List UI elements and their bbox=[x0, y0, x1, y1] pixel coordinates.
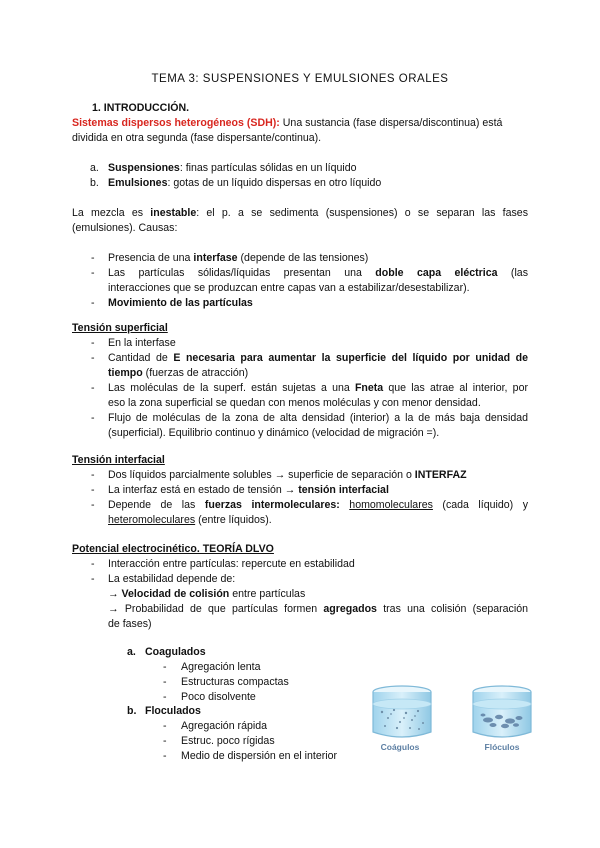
beaker-floculos bbox=[473, 686, 531, 737]
coag-item: Agregación lenta bbox=[181, 661, 261, 673]
page-title: TEMA 3: SUSPENSIONES Y EMULSIONES ORALES bbox=[151, 73, 449, 85]
cause-movimiento: Movimiento de las partículas bbox=[108, 297, 253, 309]
coagulados-heading: Coagulados bbox=[145, 646, 206, 658]
pe-sub-probabilidad: → Probabilidad de que partículas formen agregados tras una colisión (separación bbox=[108, 603, 528, 615]
ts-item-cantidad: Cantidad de E necesaria para aumentar la superficie del líquido por unidad de bbox=[108, 352, 529, 364]
ts-item-flujo-line2: (superficial). Equilibrio continuo y dinámico (velocidad de migración =). bbox=[108, 427, 440, 439]
ts-item-cantidad-line2: tiempo (fuerzas de atracción) bbox=[108, 367, 249, 379]
ti-item-solubles: Dos líquidos parcialmente solubles → superficie de separación o INTERFAZ bbox=[108, 469, 467, 481]
bullet-dash: - bbox=[91, 252, 95, 264]
ts-item-moleculas: Las moléculas de la superf. están sujetas a una Fneta que las atrae al interior, por bbox=[108, 382, 528, 394]
bullet-dash: - bbox=[91, 297, 95, 309]
bullet-dash: - bbox=[91, 573, 95, 585]
ts-item-flujo: Flujo de moléculas de la zona de alta densidad (interior) a la de más baja densidad bbox=[108, 412, 528, 424]
floc-item: Medio de dispersión en el interior bbox=[181, 750, 338, 762]
ts-item-interfase: En la interfase bbox=[108, 337, 176, 349]
beaker-coagulos bbox=[373, 686, 431, 737]
bullet-dash: - bbox=[91, 469, 95, 481]
pe-item-estabilidad: La estabilidad depende de: bbox=[108, 573, 236, 585]
bullet-dash: - bbox=[91, 337, 95, 349]
sdh-definition: Sistemas dispersos heterogéneos (SDH): Una sustancia (fase dispersa/discontinua) está bbox=[72, 117, 503, 129]
bullet-dash: - bbox=[91, 484, 95, 496]
coagulos-floculos-figure bbox=[366, 682, 542, 756]
list-marker: b. bbox=[90, 177, 99, 189]
cause-doble-capa-line2: interacciones que se produzcan entre capas van a estabilizar/desestabilizar). bbox=[108, 282, 470, 294]
bullet-dash: - bbox=[163, 750, 167, 762]
floc-item: Estruc. poco rígidas bbox=[181, 735, 275, 747]
mix-paragraph-line2: (emulsiones). Causas: bbox=[72, 222, 178, 234]
section-heading-potencial: Potencial electrocinético. TEORÍA DLVO bbox=[72, 543, 274, 555]
bullet-dash: - bbox=[163, 676, 167, 688]
floc-item: Agregación rápida bbox=[181, 720, 267, 732]
bullet-dash: - bbox=[163, 661, 167, 673]
sdh-definition-line2: dividida en otra segunda (fase dispersante/continua). bbox=[72, 132, 322, 144]
list-marker: b. bbox=[127, 705, 137, 717]
cause-interfase: Presencia de una interfase (depende de las tensiones) bbox=[108, 252, 369, 264]
section-heading-tension-superficial: Tensión superficial bbox=[72, 322, 168, 334]
section-heading-intro: 1. INTRODUCCIÓN. bbox=[92, 102, 190, 114]
sdh-term: Sistemas dispersos heterogéneos (SDH): bbox=[72, 117, 280, 129]
pe-sub-velocidad: → Velocidad de colisión entre partículas bbox=[108, 588, 306, 600]
cause-doble-capa: Las partículas sólidas/líquidas presentan una doble capa eléctrica (las bbox=[108, 267, 528, 279]
bullet-dash: - bbox=[91, 267, 95, 279]
bullet-dash: - bbox=[91, 499, 95, 511]
pe-sub-probabilidad-line2: de fases) bbox=[108, 618, 152, 630]
bullet-dash: - bbox=[163, 720, 167, 732]
coag-item: Estructuras compactas bbox=[181, 676, 289, 688]
bullet-dash: - bbox=[91, 412, 95, 424]
list-item-suspensiones: Suspensiones: finas partículas sólidas en un líquido bbox=[108, 162, 357, 174]
floculados-heading: Floculados bbox=[145, 705, 201, 717]
ts-item-moleculas-line2: eso la zona superficial se quedan con menos moléculas y con menor densidad. bbox=[108, 397, 481, 409]
mix-paragraph: La mezcla es inestable: el p. a se sedimenta (suspensiones) o se separan las fases bbox=[72, 207, 528, 219]
ti-item-tension: La interfaz está en estado de tensión → tensión interfacial bbox=[108, 484, 389, 496]
bullet-dash: - bbox=[163, 735, 167, 747]
bullet-dash: - bbox=[91, 382, 95, 394]
label-floculos: Flóculos bbox=[484, 742, 520, 752]
coag-item: Poco disolvente bbox=[181, 691, 256, 703]
list-item-emulsiones: Emulsiones: gotas de un líquido dispersas en otro líquido bbox=[108, 177, 382, 189]
list-marker: a. bbox=[127, 646, 136, 658]
ti-item-fuerzas-line2: heteromoleculares (entre líquidos). bbox=[108, 514, 272, 526]
list-marker: a. bbox=[90, 162, 99, 174]
bullet-dash: - bbox=[163, 691, 167, 703]
pe-item-interaccion: Interacción entre partículas: repercute en estabilidad bbox=[108, 558, 355, 570]
section-heading-tension-interfacial: Tensión interfacial bbox=[72, 454, 165, 466]
bullet-dash: - bbox=[91, 352, 95, 364]
bullet-dash: - bbox=[91, 558, 95, 570]
ti-item-fuerzas: Depende de las fuerzas intermoleculares: homomoleculares (cada líquido) y bbox=[108, 499, 528, 511]
label-coagulos: Coágulos bbox=[380, 742, 420, 752]
